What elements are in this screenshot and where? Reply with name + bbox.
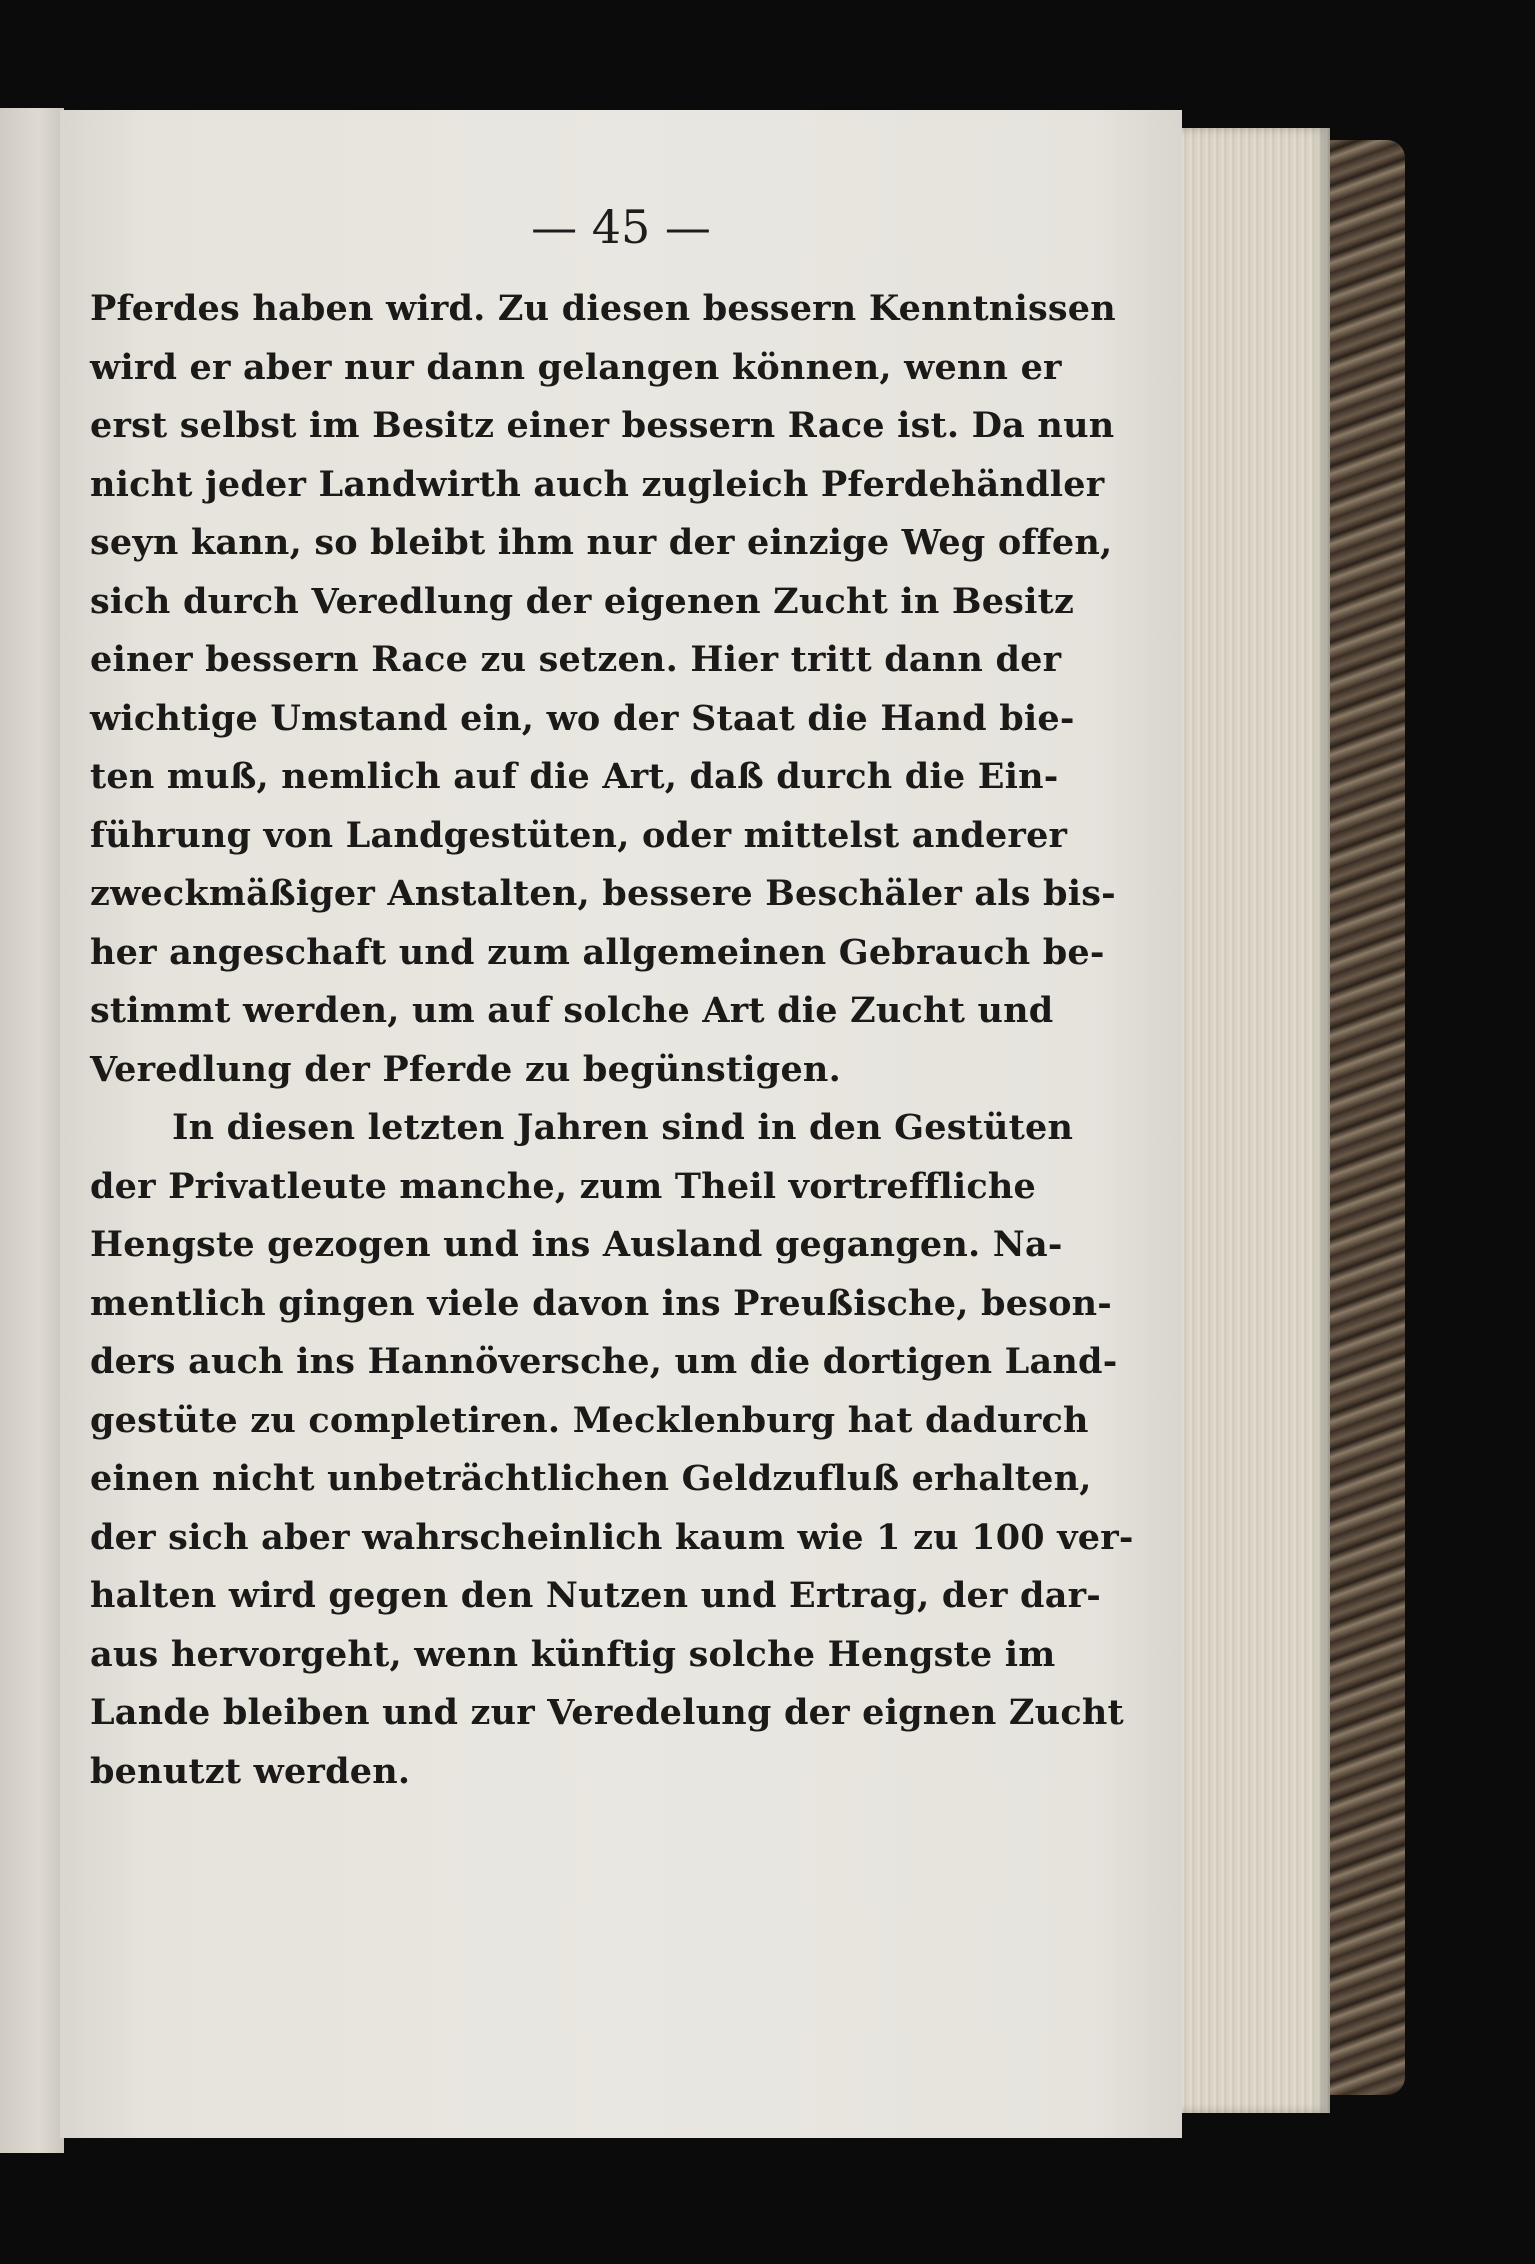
- text-line: sich durch Veredlung der eigenen Zucht in Besitz: [90, 580, 1075, 622]
- text-line: In diesen letzten Jahren sind in den Gestüten: [172, 1107, 1074, 1148]
- text-line: Lande bleiben und zur Veredelung der eignen Zucht: [90, 1692, 1124, 1733]
- text-line: stimmt werden, um auf solche Art die Zucht und: [90, 990, 1054, 1031]
- text-line: erst selbst im Besitz einer bessern Race ist. Da nun: [90, 405, 1115, 446]
- text-line: halten wird gegen den Nutzen und Ertrag, der dar-: [90, 1575, 1101, 1616]
- paragraph-2: [90, 1099, 1134, 1801]
- text-line: aus hervorgeht, wenn künftig solche Hengste im: [90, 1633, 1056, 1675]
- facing-page-edge: [0, 108, 64, 2153]
- text-line: ders auch ins Hannöversche, um die dortigen Land-: [90, 1341, 1118, 1382]
- text-line: einen nicht unbeträchtlichen Geldzufluß erhalten,: [90, 1458, 1092, 1499]
- text-line: der sich aber wahrscheinlich kaum wie 1 zu 100 ver-: [90, 1516, 1134, 1558]
- text-line: der Privatleute manche, zum Theil vortreffliche: [90, 1165, 1036, 1207]
- body-text: [90, 280, 1134, 1801]
- text-line: einer bessern Race zu setzen. Hier tritt dann der: [90, 639, 1062, 680]
- text-line: zweckmäßiger Anstalten, bessere Beschäler als bis-: [90, 873, 1116, 914]
- text-line: Pferdes haben wird. Zu diesen bessern Kenntnissen: [90, 288, 1116, 329]
- paragraph-1: [90, 280, 1116, 1099]
- page-block-edge: [1180, 128, 1330, 2113]
- text-line: wird er aber nur dann gelangen können, wenn er: [90, 346, 1062, 388]
- text-line: nicht jeder Landwirth auch zugleich Pferdehändler: [90, 463, 1105, 505]
- text-line: her angeschaft und zum allgemeinen Gebrauch be-: [90, 931, 1105, 973]
- page-number: — 45 —: [531, 200, 711, 254]
- text-line: führung von Landgestüten, oder mittelst anderer: [90, 814, 1068, 856]
- text-line: ten muß, nemlich auf die Art, daß durch die Ein-: [90, 756, 1059, 797]
- text-line: gestüte zu completiren. Mecklenburg hat dadurch: [90, 1399, 1089, 1441]
- text-line: Veredlung der Pferde zu begünstigen.: [90, 1048, 841, 1090]
- text-line: mentlich gingen viele davon ins Preußische, beson-: [90, 1282, 1113, 1324]
- text-line: Hengste gezogen und ins Ausland gegangen. Na-: [90, 1224, 1063, 1265]
- text-line: seyn kann, so bleibt ihm nur der einzige Weg offen,: [90, 522, 1113, 563]
- text-line: benutzt werden.: [90, 1750, 411, 1792]
- text-line: wichtige Umstand ein, wo der Staat die Hand bie-: [90, 697, 1075, 739]
